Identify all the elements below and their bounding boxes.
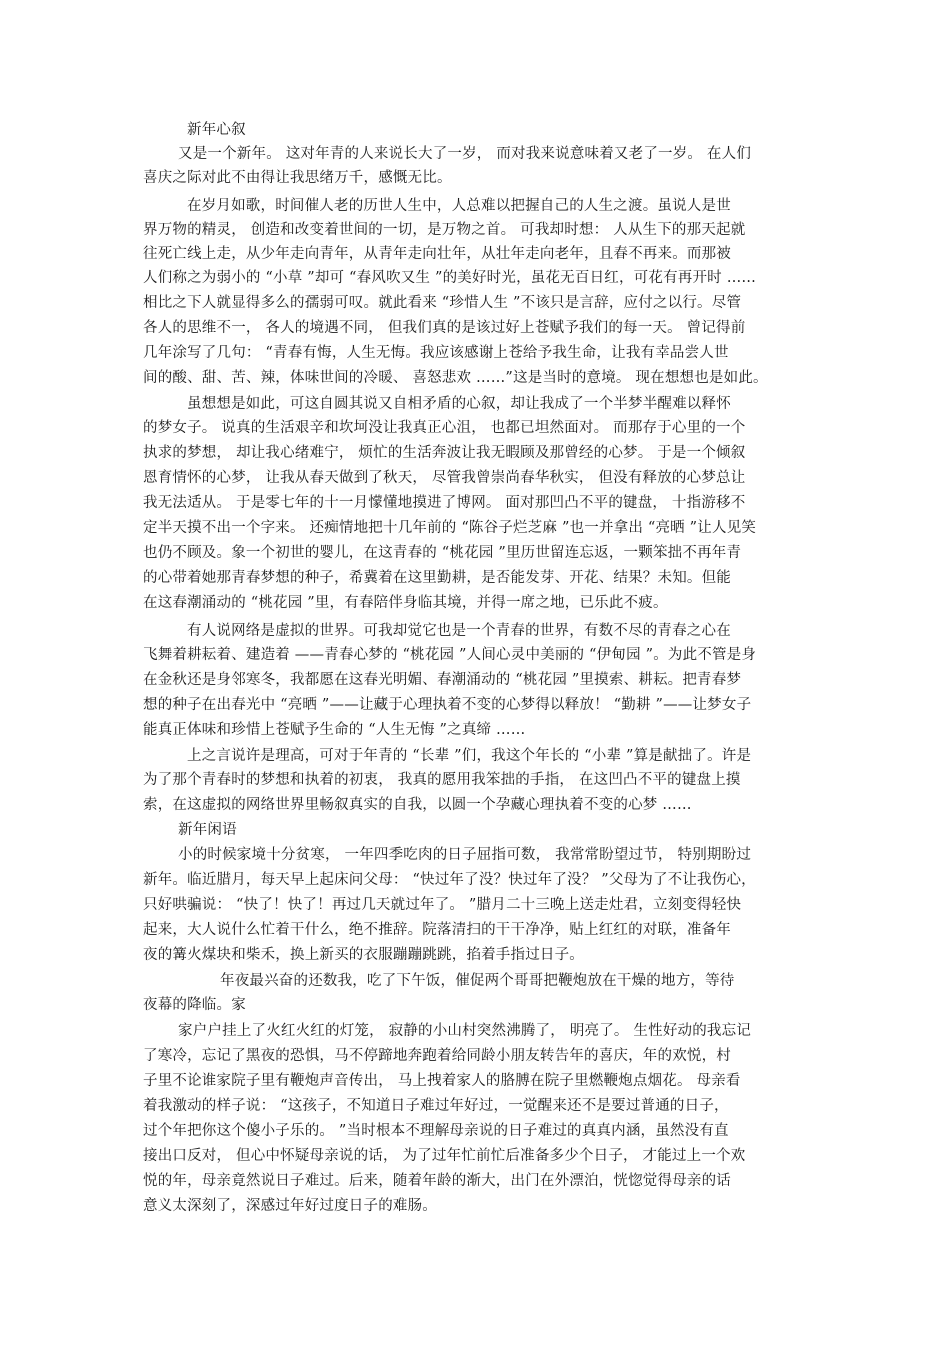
- text-line: 的梦女子。 说真的生活艰辛和坎坷没让我真正心沮， 也都已坦然面对。 而那存于心里的一个: [143, 420, 746, 436]
- text-line: 小的时候家境十分贫寒， 一年四季吃肉的日子屈指可数， 我常常盼望过节， 特别期盼过: [178, 847, 752, 863]
- text-line: 家户户挂上了火红火红的灯笼， 寂静的小山村突然沸腾了， 明亮了。 生性好动的我忘记: [178, 1023, 752, 1039]
- text-line: 几年涂写了几句： “青春有悔，人生无悔。我应该感谢上苍给予我生命，让我有幸品尝人世: [143, 345, 729, 361]
- text-line: 年夜最兴奋的还数我，吃了下午饭，催促两个哥哥把鞭炮放在干燥的地方，等待: [220, 973, 735, 989]
- text-line: 界万物的精灵， 创造和改变着世间的一切，是万物之首。 可我却时想： 人从生下的那天起就: [143, 222, 746, 238]
- text-line: 往死亡线上走，从少年走向青年，从青年走向壮年，从壮年走向老年，且春不再来。而那被: [143, 246, 731, 262]
- text-line: 索，在这虚拟的网络世界里畅叙真实的自我，以圆一个孕藏心理执着不变的心梦 ……: [143, 797, 692, 813]
- text-line: 想的种子在出春光中 “亮晒 ”——让藏于心理执着不变的心梦得以释放！ “勤耕 ”——让梦女子: [143, 697, 752, 713]
- text-line: 为了那个青春时的梦想和执着的初衷， 我真的愿用我笨拙的手指， 在这凹凸不平的键盘上摸: [143, 772, 741, 788]
- text-line: 定半天摸不出一个字来。 还痴情地把十几年前的 “陈谷子烂芝麻 ”也一并拿出 “亮晒 ”让人见笑: [143, 520, 757, 536]
- text-line: 执求的梦想， 却让我心绪难宁， 烦忙的生活奔波让我无暇顾及那曾经的心梦。 于是一个倾叙: [143, 445, 746, 461]
- text-line: 的心带着她那青春梦想的种子，希冀着在这里勤耕，是否能发芽、开花、结果？未知。但能: [143, 570, 731, 586]
- text-line: 夜幕的降临。家: [143, 997, 246, 1013]
- essay-title-1: 新年心叙: [187, 122, 246, 138]
- text-line: 我无法适从。 于是零七年的十一月懞懂地摸进了博网。 面对那凹凸不平的键盘， 十指游移不: [143, 495, 746, 511]
- text-line: 在金秋还是身邻寒冬，我都愿在这春光明媚、春潮涌动的 “桃花园 ”里摸索、耕耘。把青春梦: [143, 672, 742, 688]
- text-line: 了寒冷，忘记了黑夜的恐惧，马不停蹄地奔跑着给同龄小朋友转告年的喜庆，年的欢悦，村: [143, 1048, 731, 1064]
- text-line: 过个年把你这个傻小子乐的。 ”当时根本不理解母亲说的日子难过的真真内涵，虽然没有直: [143, 1123, 729, 1139]
- text-line: 飞舞着耕耘着、建造着 ——青春心梦的 “桃花园 ”人间心灵中美丽的 “伊甸园 ”。为此不管是身: [143, 647, 757, 663]
- text-line: 又是一个新年。 这对年青的人来说长大了一岁， 而对我来说意味着又老了一岁。 在人们: [178, 146, 752, 162]
- text-line: 悦的年，母亲竟然说日子难过。后来，随着年龄的渐大，出门在外漂泊，恍惚觉得母亲的话: [143, 1173, 731, 1189]
- text-line: 有人说网络是虚拟的世界。可我却觉它也是一个青春的世界，有数不尽的青春之心在: [187, 623, 731, 639]
- text-line: 子里不论谁家院子里有鞭炮声音传出， 马上拽着家人的胳膊在院子里燃鞭炮点烟花。 母亲看: [143, 1073, 741, 1089]
- text-line: 接出口反对， 但心中怀疑母亲说的话， 为了过年忙前忙后准备多少个日子， 才能过上一个欢: [143, 1148, 746, 1164]
- text-line: 人们称之为弱小的 “小草 ”却可 “春风吹又生 ”的美好时光，虽花无百日红，可花有再开时 ……: [143, 270, 757, 286]
- text-line: 只好哄骗说： “快了！快了！再过几天就过年了。 ”腊月二十三晚上送走灶君，立刻变得轻快: [143, 897, 742, 913]
- essay-title-2: 新年闲语: [178, 822, 237, 838]
- text-line: 在这春潮涌动的 “桃花园 ”里，有春陪伴身临其境，并得一席之地，已乐此不疲。: [143, 595, 668, 611]
- text-line: 新年。临近腊月，每天早上起床问父母： “快过年了没？快过年了没？ ”父母为了不让我伤心，: [143, 872, 756, 888]
- text-line: 间的酸、甜、苦、辣，体味世间的冷暖、 喜怒悲欢 ……”这是当时的意境。 现在想想也是如此。: [143, 370, 768, 386]
- text-line: 夜的篝火煤块和柴禾，换上新买的衣服蹦蹦跳跳，掐着手指过日子。: [143, 947, 584, 963]
- text-line: 起来，大人说什么忙着干什么，绝不推辞。院落清扫的干干净净，贴上红红的对联，准备年: [143, 922, 731, 938]
- text-line: 着我激动的样子说： “这孩子，不知道日子难过年好过，一觉醒来还不是要过普通的日子，: [143, 1098, 729, 1114]
- text-line: 虽想想是如此，可这自圆其说又自相矛盾的心叙，却让我成了一个半梦半醒难以释怀: [187, 396, 731, 412]
- text-line: 恩育情怀的心梦， 让我从春天做到了秋天， 尽管我曾崇尚春华秋实， 但没有释放的心梦总让: [143, 470, 746, 486]
- text-line: 上之言说许是理高，可对于年青的 “长辈 ”们，我这个年长的 “小辈 ”算是献拙了。许是: [187, 748, 752, 764]
- text-line: 各人的思维不一， 各人的境遇不同， 但我们真的是该过好上苍赋予我们的每一天。 曾记得前: [143, 320, 746, 336]
- text-line: 喜庆之际对此不由得让我思绪万千，感慨无比。: [143, 170, 452, 186]
- text-line: 也仍不顾及。象一个初世的婴儿，在这青春的 “桃花园 ”里历世留连忘返，一颗笨拙不再年青: [143, 545, 742, 561]
- text-line: 相比之下人就显得多么的孺弱可叹。就此看来 “珍惜人生 ”不该只是言辞，应付之以行。尽管: [143, 295, 742, 311]
- text-line: 能真正体味和珍惜上苍赋予生命的 “人生无悔 ”之真缔 ……: [143, 722, 526, 738]
- text-line: 在岁月如歌，时间催人老的历世人生中，人总难以把握自己的人生之渡。虽说人是世: [187, 198, 731, 214]
- text-line: 意义太深刻了，深感过年好过度日子的难肠。: [143, 1198, 437, 1214]
